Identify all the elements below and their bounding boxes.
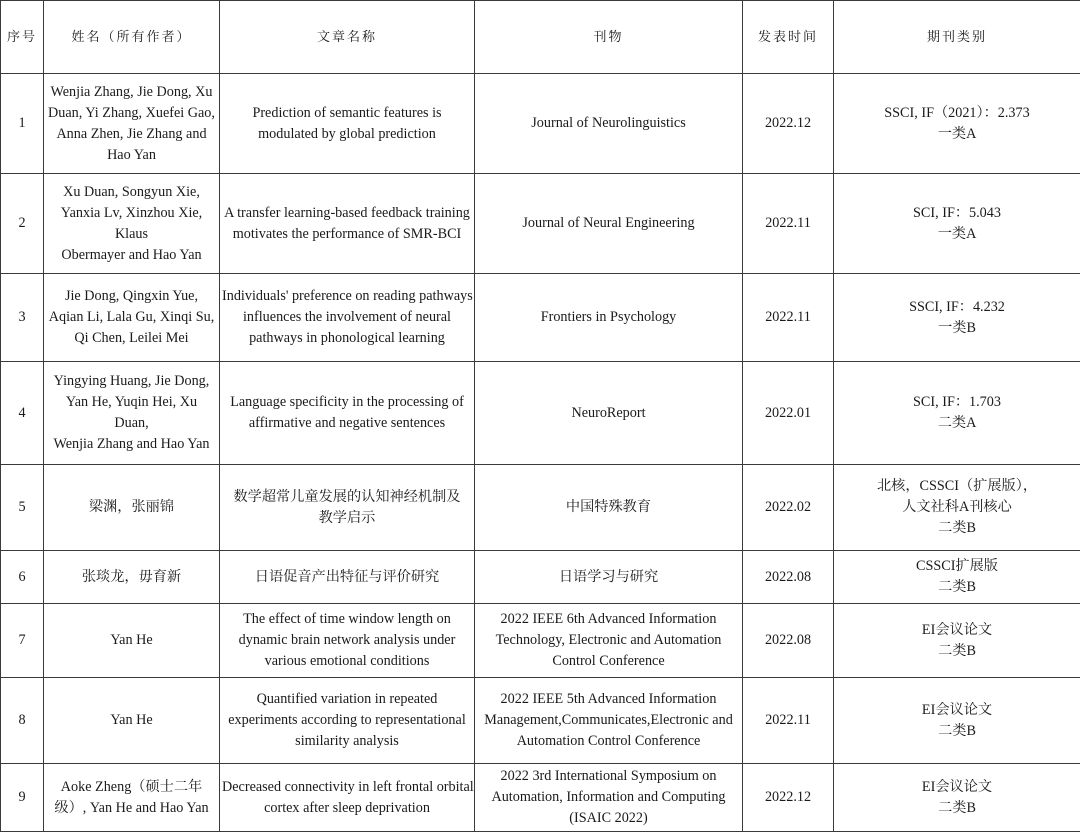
table-row — [1, 604, 1080, 678]
cell-authors-line: Hao Yan — [46, 145, 217, 166]
cell-number: 9 — [1, 764, 44, 832]
cell-category-line: 一类A — [836, 124, 1078, 145]
cell-authors-line: Yanxia Lv, Xinzhou Xie, — [46, 203, 217, 224]
column-header-journal: 刊物 — [475, 1, 743, 74]
cell-number: 4 — [1, 362, 44, 465]
cell-category-line: 二类B — [836, 798, 1078, 819]
cell-authors-line: Qi Chen, Leilei Mei — [46, 328, 217, 349]
cell-authors-line: Duan, Yi Zhang, Xuefei Gao, — [46, 103, 217, 124]
cell-category-line: EI会议论文 — [836, 620, 1078, 641]
cell-authors — [44, 362, 220, 465]
cell-authors-line: Wenjia Zhang, Jie Dong, Xu — [46, 82, 217, 103]
cell-authors — [44, 678, 220, 764]
cell-title-line: pathways in phonological learning — [222, 328, 472, 349]
cell-number: 7 — [1, 604, 44, 678]
cell-journal — [475, 678, 743, 764]
cell-authors-line: Yan He, Yuqin Hei, Xu — [46, 392, 217, 413]
header-row — [1, 1, 1080, 74]
cell-category-line: 一类A — [836, 224, 1078, 245]
cell-authors — [44, 174, 220, 274]
cell-number: 1 — [1, 74, 44, 174]
cell-category-line: SSCI, IF：4.232 — [836, 297, 1078, 318]
cell-title-line: 数学超常儿童发展的认知神经机制及 — [222, 487, 472, 508]
cell-category — [834, 174, 1080, 274]
cell-journal-line: (ISAIC 2022) — [477, 808, 740, 829]
cell-journal — [475, 362, 743, 465]
column-header-title: 文章名称 — [220, 1, 475, 74]
cell-category-line: 二类B — [836, 577, 1078, 598]
cell-journal-line: 2022 3rd International Symposium on — [477, 766, 740, 787]
cell-authors — [44, 74, 220, 174]
cell-category-line: 二类B — [836, 721, 1078, 742]
cell-category-line: 二类B — [836, 518, 1078, 539]
cell-authors-line: Yingying Huang, Jie Dong, — [46, 371, 217, 392]
cell-title-line: 日语促音产出特征与评价研究 — [222, 567, 472, 588]
cell-number: 2 — [1, 174, 44, 274]
table-row — [1, 74, 1080, 174]
column-header-authors: 姓名（所有作者） — [44, 1, 220, 74]
cell-date: 2022.01 — [743, 362, 834, 465]
cell-number: 3 — [1, 274, 44, 362]
cell-journal-line: Technology, Electronic and Automation — [477, 630, 740, 651]
cell-authors-line: Yan He — [46, 710, 217, 731]
column-header-number: 序号 — [1, 1, 44, 74]
table-row — [1, 678, 1080, 764]
cell-title-line: Quantified variation in repeated — [222, 689, 472, 710]
cell-title-line: Language specificity in the processing of — [222, 392, 472, 413]
cell-date: 2022.12 — [743, 764, 834, 832]
cell-authors-line: Wenjia Zhang and Hao Yan — [46, 434, 217, 455]
cell-category — [834, 764, 1080, 832]
cell-date: 2022.12 — [743, 74, 834, 174]
cell-title-line: Prediction of semantic features is — [222, 103, 472, 124]
table-row — [1, 551, 1080, 604]
cell-title — [220, 551, 475, 604]
cell-title-line: influences the involvement of neural — [222, 307, 472, 328]
cell-journal-line: Journal of Neurolinguistics — [477, 113, 740, 134]
cell-title-line: Individuals' preference on reading pathways — [222, 286, 472, 307]
cell-title-line: dynamic brain network analysis under — [222, 630, 472, 651]
cell-category — [834, 465, 1080, 551]
cell-journal-line: Management,Communicates,Electronic and — [477, 710, 740, 731]
cell-category — [834, 362, 1080, 465]
cell-authors-line: 张琰龙，毋育新 — [46, 567, 217, 588]
cell-date: 2022.02 — [743, 465, 834, 551]
cell-category-line: EI会议论文 — [836, 777, 1078, 798]
cell-title-line: Decreased connectivity in left frontal orbital — [222, 777, 472, 798]
cell-title-line: 教学启示 — [222, 508, 472, 529]
cell-authors — [44, 604, 220, 678]
cell-authors — [44, 465, 220, 551]
cell-date: 2022.11 — [743, 678, 834, 764]
cell-title-line: A transfer learning-based feedback training — [222, 203, 472, 224]
cell-category — [834, 678, 1080, 764]
cell-number: 8 — [1, 678, 44, 764]
cell-category-line: SCI, IF：1.703 — [836, 392, 1078, 413]
cell-title — [220, 764, 475, 832]
cell-title — [220, 362, 475, 465]
cell-journal-line: Automation, Information and Computing — [477, 787, 740, 808]
cell-category-line: 二类A — [836, 413, 1078, 434]
cell-category-line: EI会议论文 — [836, 700, 1078, 721]
cell-category-line: SSCI, IF（2021）：2.373 — [836, 103, 1078, 124]
cell-category-line: SCI, IF：5.043 — [836, 203, 1078, 224]
cell-journal-line: 2022 IEEE 6th Advanced Information — [477, 609, 740, 630]
table-row — [1, 174, 1080, 274]
cell-title-line: modulated by global prediction — [222, 124, 472, 145]
cell-title-line: motivates the performance of SMR-BCI — [222, 224, 472, 245]
cell-category — [834, 604, 1080, 678]
cell-journal — [475, 764, 743, 832]
cell-date: 2022.08 — [743, 551, 834, 604]
cell-authors-line: Obermayer and Hao Yan — [46, 245, 217, 266]
cell-title-line: various emotional conditions — [222, 651, 472, 672]
cell-authors-line: Xu Duan, Songyun Xie, — [46, 182, 217, 203]
cell-title-line: The effect of time window length on — [222, 609, 472, 630]
cell-journal-line: Journal of Neural Engineering — [477, 213, 740, 234]
cell-title — [220, 74, 475, 174]
cell-journal-line: 中国特殊教育 — [477, 497, 740, 518]
cell-number: 5 — [1, 465, 44, 551]
cell-journal-line: Frontiers in Psychology — [477, 307, 740, 328]
cell-journal — [475, 551, 743, 604]
cell-journal — [475, 174, 743, 274]
cell-title — [220, 678, 475, 764]
column-header-date: 发表时间 — [743, 1, 834, 74]
cell-authors-line: Anna Zhen, Jie Zhang and — [46, 124, 217, 145]
cell-journal — [475, 465, 743, 551]
cell-journal-line: NeuroReport — [477, 403, 740, 424]
cell-category-line: 一类B — [836, 318, 1078, 339]
cell-title — [220, 174, 475, 274]
cell-journal-line: Control Conference — [477, 651, 740, 672]
cell-title-line: similarity analysis — [222, 731, 472, 752]
cell-journal — [475, 274, 743, 362]
cell-date: 2022.08 — [743, 604, 834, 678]
cell-category-line: 二类B — [836, 641, 1078, 662]
cell-authors-line: Yan He — [46, 630, 217, 651]
cell-journal — [475, 604, 743, 678]
cell-authors-line: Aqian Li, Lala Gu, Xinqi Su, — [46, 307, 217, 328]
cell-number: 6 — [1, 551, 44, 604]
cell-authors-line: Jie Dong, Qingxin Yue, — [46, 286, 217, 307]
cell-journal-line: 日语学习与研究 — [477, 567, 740, 588]
cell-title — [220, 604, 475, 678]
cell-journal — [475, 74, 743, 174]
cell-title-line: cortex after sleep deprivation — [222, 798, 472, 819]
cell-title — [220, 465, 475, 551]
cell-date: 2022.11 — [743, 274, 834, 362]
column-header-category: 期刊类别 — [834, 1, 1080, 74]
table-row — [1, 764, 1080, 832]
cell-title-line: affirmative and negative sentences — [222, 413, 472, 434]
cell-category-line: CSSCI扩展版 — [836, 556, 1078, 577]
cell-authors-line: Duan, — [46, 413, 217, 434]
cell-category-line: 人文社科A刊核心 — [836, 497, 1078, 518]
cell-authors-line: Klaus — [46, 224, 217, 245]
cell-journal-line: Automation Control Conference — [477, 731, 740, 752]
table-row — [1, 274, 1080, 362]
cell-authors-line: 级）, Yan He and Hao Yan — [46, 798, 217, 819]
table-row — [1, 465, 1080, 551]
cell-title-line: experiments according to representational — [222, 710, 472, 731]
cell-category-line: 北核，CSSCI（扩展版）， — [836, 476, 1078, 497]
cell-authors-line: 梁渊，张丽锦 — [46, 497, 217, 518]
cell-title — [220, 274, 475, 362]
cell-category — [834, 274, 1080, 362]
cell-category — [834, 551, 1080, 604]
cell-authors — [44, 274, 220, 362]
cell-authors-line: Aoke Zheng（硕士二年 — [46, 777, 217, 798]
cell-journal-line: 2022 IEEE 5th Advanced Information — [477, 689, 740, 710]
cell-date: 2022.11 — [743, 174, 834, 274]
table-body — [1, 74, 1080, 832]
cell-authors — [44, 764, 220, 832]
cell-authors — [44, 551, 220, 604]
cell-category — [834, 74, 1080, 174]
table-row — [1, 362, 1080, 465]
